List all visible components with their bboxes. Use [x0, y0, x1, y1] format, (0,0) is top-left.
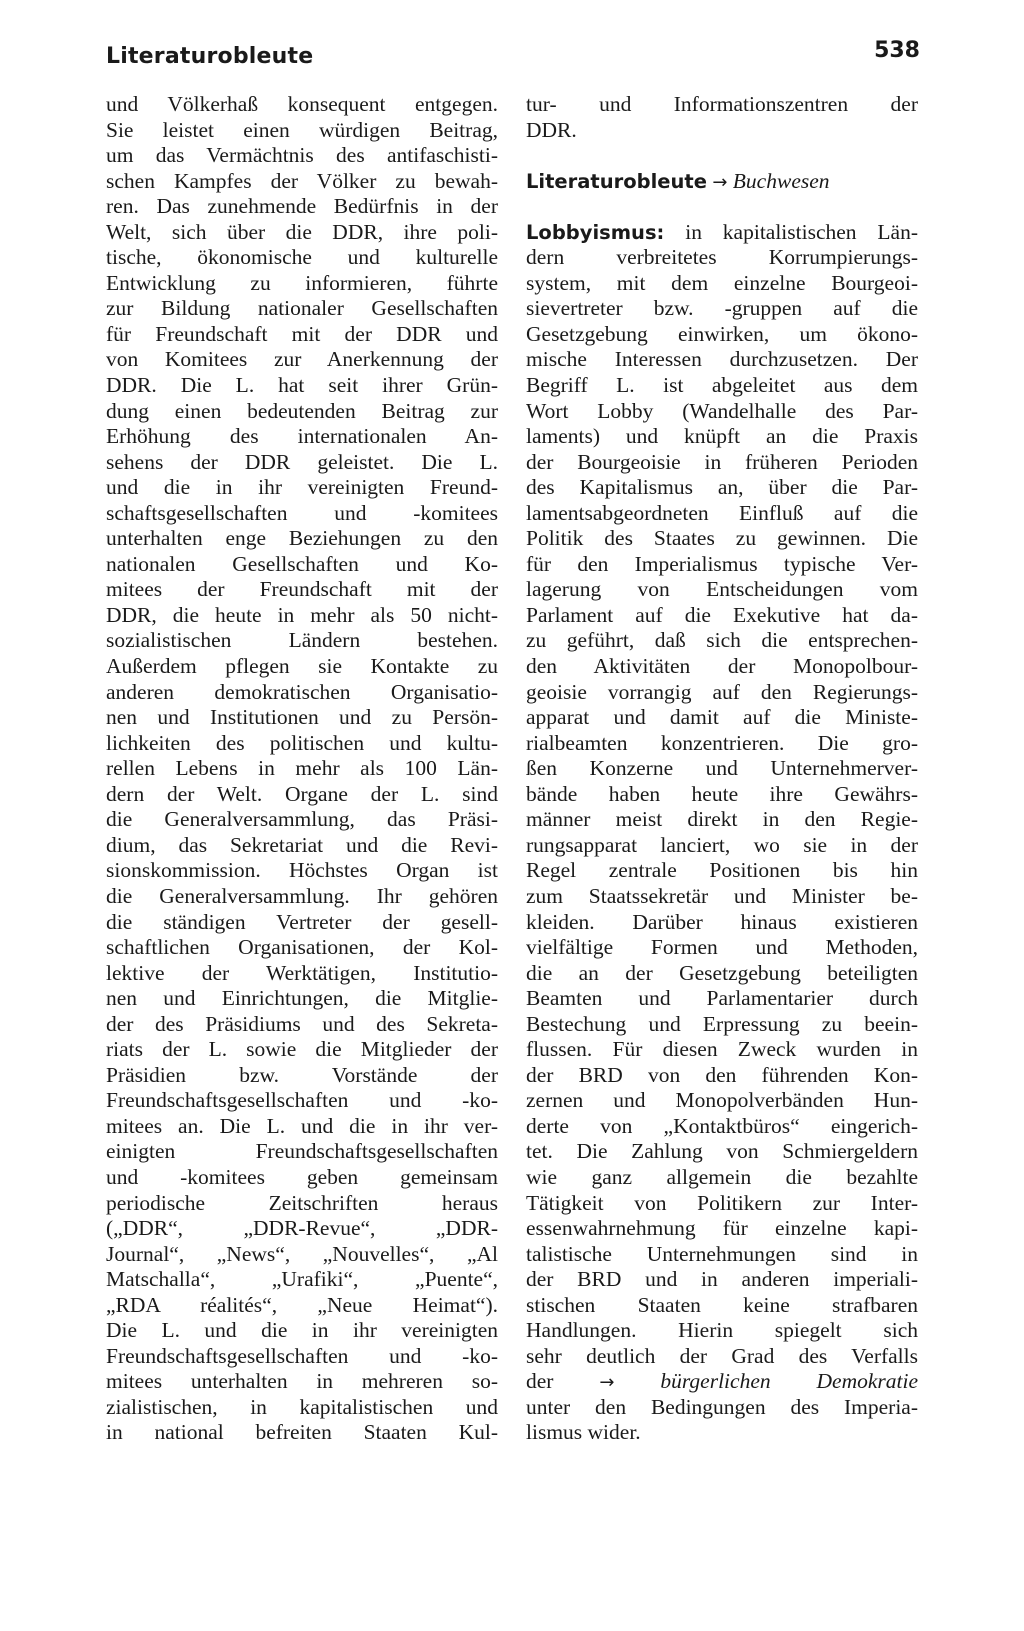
text-line: der BRD und in anderen imperiali- — [526, 1267, 918, 1292]
text-line: und -komitees geben gemeinsam — [106, 1164, 498, 1189]
text-line: derte von „Kontaktbüros“ eingerich- — [526, 1113, 918, 1138]
text-line: zernen und Monopolverbänden Hun- — [526, 1088, 918, 1113]
text-line: schaftsgesellschaften und -komitees — [106, 500, 498, 525]
text-line: nen und Einrichtungen, die Mitglie- — [106, 986, 498, 1011]
text-line: Die L. und die in ihr vereinigten — [106, 1318, 498, 1343]
text-line: lamentsabgeordneten Einfluß auf die — [526, 500, 918, 525]
text-line: den Aktivitäten der Monopolbour- — [526, 654, 918, 679]
text-line: des Kapitalismus an, über die Par- — [526, 475, 918, 500]
xref-line-demokratie — [526, 1369, 918, 1395]
text-line: lismus wider. — [526, 1420, 641, 1445]
text-line: apparat und damit auf die Ministe- — [526, 705, 918, 730]
arrow-right-icon: → — [599, 1372, 615, 1394]
text-line: tet. Die Zahlung von Schmiergeldern — [526, 1139, 918, 1164]
text-line: kleiden. Darüber hinaus existieren — [526, 909, 918, 934]
text-line: Freundschaftsgesellschaften und -ko- — [106, 1088, 498, 1113]
text-line: mische Interessen durchzusetzen. Der — [526, 347, 918, 372]
text-line: Welt, sich über die DDR, ihre poli- — [106, 219, 498, 244]
text-line: Außerdem pflegen sie Kontakte zu — [106, 654, 498, 679]
text-line: sionskommission. Höchstes Organ ist — [106, 858, 498, 883]
text-line: bände haben heute ihre Gewährs- — [526, 781, 918, 806]
headword-lobbyismus: Lobbyismus: — [526, 220, 665, 244]
text-line: zu geführt, daß sich die entsprechen- — [526, 628, 918, 653]
text-line: geoisie vorrangig auf den Regierungs- — [526, 679, 918, 704]
text-line: tur- und Informationszentren der — [526, 92, 918, 116]
text-line: männer meist direkt in den Regie- — [526, 807, 918, 832]
text-line: um das Vermächtnis des antifaschisti- — [106, 143, 498, 168]
text-line: nen und Institutionen und zu Persön- — [106, 705, 498, 730]
text-line: der BRD von den führenden Kon- — [526, 1062, 918, 1087]
text-line: Sie leistet einen würdigen Beitrag, — [106, 117, 498, 142]
text-line: lichkeiten des politischen und kultu- — [106, 730, 498, 755]
text-line: ren. Das zunehmende Bedürfnis in der — [106, 194, 498, 219]
text-line: Tätigkeit von Politikern zur Inter- — [526, 1190, 918, 1215]
text-line: und Völkerhaß konsequent entgegen. — [106, 92, 498, 116]
text-line: sehr deutlich der Grad des Verfalls — [526, 1343, 918, 1368]
text-line: für Freundschaft mit der DDR und — [106, 321, 498, 346]
text-line: mitees der Freundschaft mit der — [106, 577, 498, 602]
text-line: Journal“, „News“, „Nouvelles“, „Al — [106, 1241, 498, 1266]
text-line: anderen demokratischen Organisatio- — [106, 679, 498, 704]
text-line: Beamten und Parlamentarier durch — [526, 986, 918, 1011]
text-line: für den Imperialismus typische Ver- — [526, 551, 918, 576]
text-line: Gesetzgebung einwirken, um ökono- — [526, 321, 918, 346]
text-line: die an der Gesetzgebung beteiligten — [526, 960, 918, 985]
text-line: rialbeamten konzentrieren. Die gro- — [526, 730, 918, 755]
page-number: 538 — [874, 38, 920, 63]
text-line: die ständigen Vertreter der gesell- — [106, 909, 498, 934]
text-line: tische, ökonomische und kulturelle — [106, 245, 498, 270]
text-line: Parlament auf die Exekutive hat da- — [526, 602, 918, 627]
text-line: vielfältige Formen und Methoden, — [526, 935, 918, 960]
text-line: laments) und knüpft an die Praxis — [526, 424, 918, 449]
text-line: periodische Zeitschriften heraus — [106, 1190, 498, 1215]
text-line: die Generalversammlung. Ihr gehören — [106, 883, 498, 908]
text-line: system, mit dem einzelne Bourgeoi- — [526, 270, 918, 295]
text-line: dung einen bedeutenden Beitrag zur — [106, 398, 498, 423]
xref-link-buergerliche-demokratie[interactable]: bürgerlichen Demokratie — [660, 1369, 918, 1394]
text-line: „RDA réalités“, „Neue Heimat“). — [106, 1292, 498, 1317]
text-line: schaftlichen Organisationen, der Kol- — [106, 935, 498, 960]
text-line: Wort Lobby (Wandelhalle des Par- — [526, 398, 918, 423]
xref-link-buchwesen[interactable]: Buchwesen — [732, 168, 830, 193]
text-line: talistische Unternehmungen sind in — [526, 1241, 918, 1266]
text-line: der des Präsidiums und des Sekreta- — [106, 1011, 498, 1036]
arrow-right-icon: → — [712, 171, 728, 193]
text-line: Matschalla“, „Urafiki“, „Puente“, — [106, 1267, 498, 1292]
text-line: flussen. Für diesen Zweck wurden in — [526, 1037, 918, 1062]
text-line: Bestechung und Erpressung zu beein- — [526, 1011, 918, 1036]
text-line: dern der Welt. Organe der L. sind — [106, 781, 498, 806]
text-line: ßen Konzerne und Unternehmerver- — [526, 756, 918, 781]
text-line: Freundschaftsgesellschaften und -ko- — [106, 1343, 498, 1368]
text-line: Entwicklung zu informieren, führte — [106, 270, 498, 295]
text-line: Begriff L. ist abgeleitet aus dem — [526, 373, 918, 398]
text-line: der Bourgeoisie in früheren Perioden — [526, 449, 918, 474]
text-line: Präsidien bzw. Vorstände der — [106, 1062, 498, 1087]
text-line: („DDR“, „DDR-Revue“, „DDR- — [106, 1216, 498, 1241]
text-line: rellen Lebens in mehr als 100 Län- — [106, 756, 498, 781]
text-line: DDR. Die L. hat seit ihrer Grün- — [106, 373, 498, 398]
text-line: schen Kampfes der Völker zu bewah- — [106, 168, 498, 193]
text-line: mitees an. Die L. und die in ihr ver- — [106, 1113, 498, 1138]
headword: Literaturobleute — [526, 169, 707, 193]
text-line: Regel zentrale Positionen bis hin — [526, 858, 918, 883]
text-line: riats der L. sowie die Mitglieder der — [106, 1037, 498, 1062]
text-line: DDR, die heute in mehr als 50 nicht- — [106, 602, 498, 627]
text-line: essenwahrnehmung für einzelne kapi- — [526, 1216, 918, 1241]
text-line: stischen Staaten keine strafbaren — [526, 1292, 918, 1317]
text-line: sozialistischen Ländern bestehen. — [106, 628, 498, 653]
text-line: Erhöhung des internationalen An- — [106, 424, 498, 449]
text-line: und die in ihr vereinigten Freund- — [106, 475, 498, 500]
text-line: zialistischen, in kapitalistischen und — [106, 1394, 498, 1419]
text-line: nationalen Gesellschaften und Ko- — [106, 551, 498, 576]
text-run: der — [526, 1369, 554, 1394]
text-line: Politik des Staates zu gewinnen. Die — [526, 526, 918, 551]
text-line: mitees unterhalten in mehreren so- — [106, 1369, 498, 1394]
text-line: zur Bildung nationaler Gesellschaften — [106, 296, 498, 321]
text-line: Handlungen. Hierin spiegelt sich — [526, 1318, 918, 1343]
text-line: unterhalten enge Beziehungen zu den — [106, 526, 498, 551]
text-line: zum Staatssekretär und Minister be- — [526, 883, 918, 908]
text-line: wie ganz allgemein die bezahlte — [526, 1164, 918, 1189]
text-line: unter den Bedingungen des Imperia- — [526, 1394, 918, 1419]
text-line: sehens der DDR geleistet. Die L. — [106, 449, 498, 474]
text-line: dium, das Sekretariat und die Revi- — [106, 832, 498, 857]
text-line: lektive der Werktätigen, Institutio- — [106, 960, 498, 985]
text-line: lagerung von Entscheidungen vom — [526, 577, 918, 602]
text-line: einigten Freundschaftsgesellschaften — [106, 1139, 498, 1164]
text-line: sievertreter bzw. -gruppen auf die — [526, 296, 918, 321]
text-line: die Generalversammlung, das Präsi- — [106, 807, 498, 832]
entry-lobbyismus-first-line — [526, 220, 918, 246]
text-line: in national befreiten Staaten Kul- — [106, 1420, 498, 1445]
text-run: in kapitalistischen Län- — [685, 219, 918, 244]
xref-entry-literaturobleute — [526, 169, 918, 195]
running-head: Literaturobleute — [106, 44, 314, 69]
text-line: von Komitees zur Anerkennung der — [106, 347, 498, 372]
text-line: DDR. — [526, 117, 577, 142]
text-line: rungsapparat lanciert, wo sie in der — [526, 832, 918, 857]
right-column — [526, 92, 918, 1446]
text-line: dern verbreitetes Korrumpierungs- — [526, 245, 918, 270]
left-column — [106, 92, 498, 1446]
